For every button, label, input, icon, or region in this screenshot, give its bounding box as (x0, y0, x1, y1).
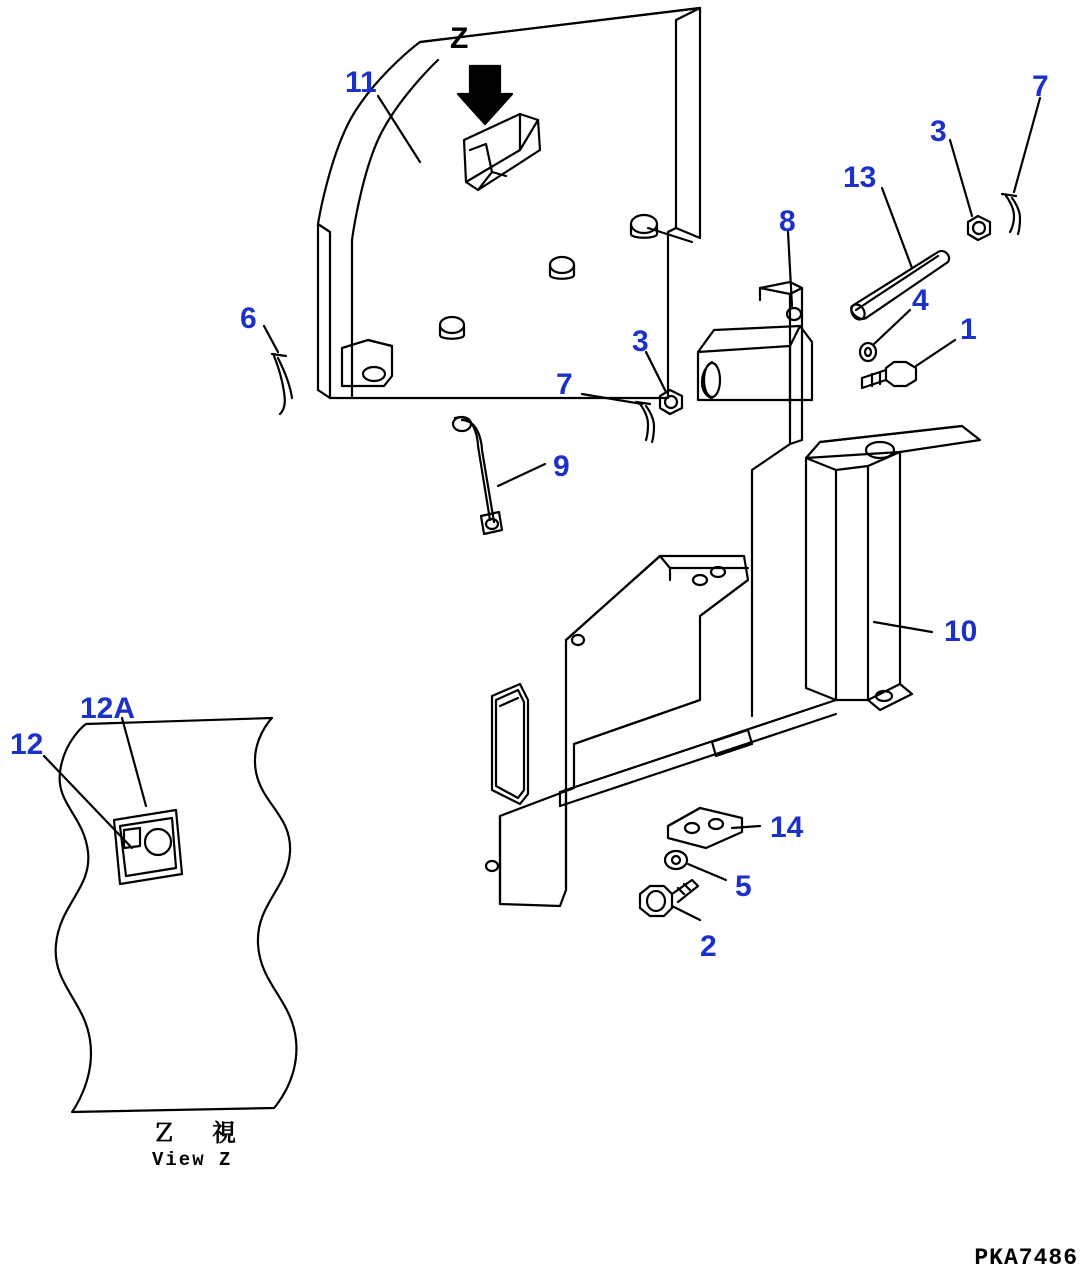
sheet-code: PKA7486 (974, 1245, 1078, 1271)
callout-1: 1 (960, 313, 977, 346)
part-7-cotter-upper (1002, 194, 1020, 234)
part-3-nut-upper (968, 216, 990, 240)
part-9-stay-rod (453, 417, 502, 534)
view-z-label (152, 1122, 242, 1171)
callout-7-upper: 7 (1032, 70, 1049, 103)
callout-8: 8 (779, 205, 796, 238)
callout-6: 6 (240, 302, 257, 335)
part-7-cotter-middle (636, 402, 654, 442)
callout-3-middle: 3 (632, 325, 649, 358)
callout-10: 10 (944, 615, 978, 648)
callout-2: 2 (700, 930, 717, 963)
part-3-nut-middle (660, 390, 682, 414)
callout-7-middle: 7 (556, 368, 573, 401)
part-4-washer (860, 343, 876, 361)
callout-12a: 12A (80, 692, 136, 725)
part-2-bolt (640, 880, 698, 916)
part-1-bolt (862, 362, 916, 388)
part-8-bracket (698, 282, 812, 716)
callout-13: 13 (843, 161, 877, 194)
callout-9: 9 (553, 450, 570, 483)
part-6-pin (272, 354, 292, 414)
part-13-shaft (849, 251, 949, 322)
callout-12: 12 (10, 728, 44, 761)
section-marker-z-label: Z (450, 22, 469, 55)
callout-5: 5 (735, 870, 752, 903)
callout-4: 4 (912, 284, 929, 317)
view-z-label-jp: Ｚ 視 (152, 1122, 242, 1149)
view-z-label-en: View Z (152, 1148, 233, 1171)
callout-14: 14 (770, 811, 804, 844)
callout-11: 11 (345, 66, 377, 99)
callout-3-upper: 3 (930, 115, 947, 148)
part-5-washer (665, 851, 687, 869)
section-arrow-z (458, 66, 512, 124)
part-10-side-cover (486, 426, 980, 906)
view-z-detail (56, 718, 297, 1112)
